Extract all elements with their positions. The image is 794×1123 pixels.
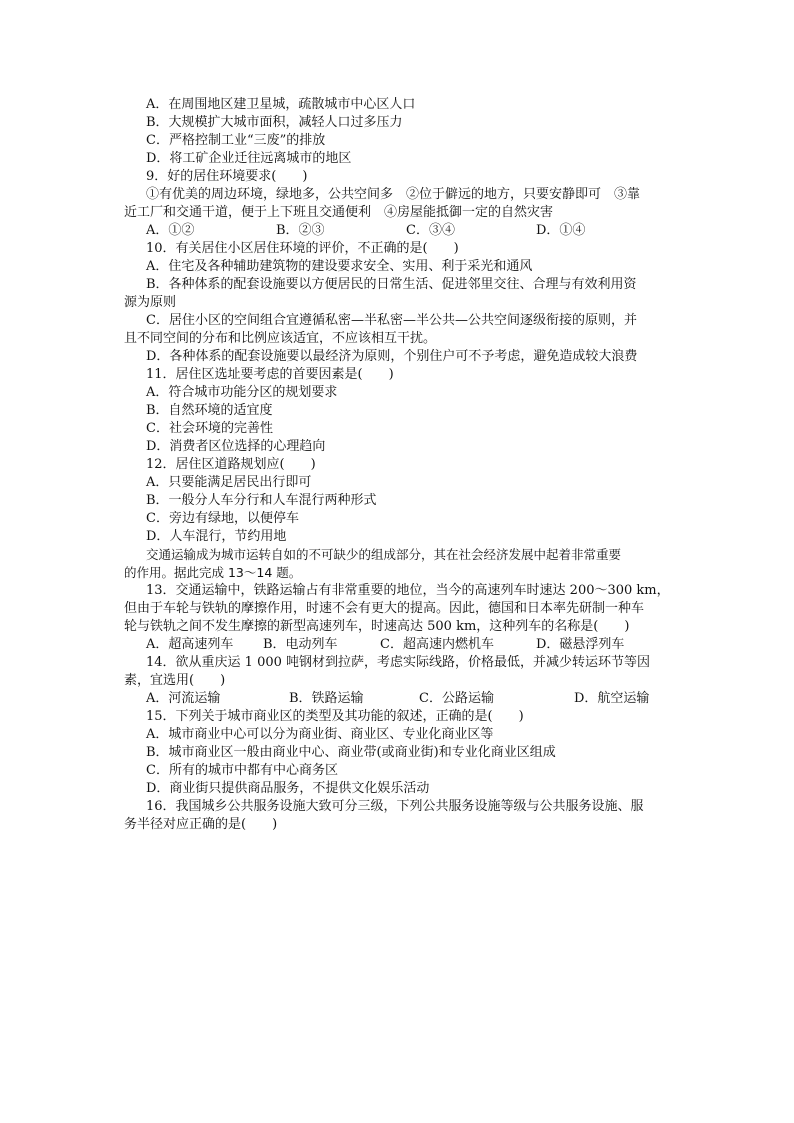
q13-stem-line2: 但由于车轮与铁轨的摩擦作用，时速不会有更大的提高。因此，德国和日本率先研制一种车 — [124, 601, 645, 616]
q10-option-c-line1: C．居住小区的空间组合宜遵循私密—半私密—半公共—公共空间逐级衔接的原则，并 — [146, 313, 637, 328]
q9-option-b: B．②③ — [276, 223, 325, 238]
q15-option-b: B．城市商业区一般由商业中心、商业带(或商业街)和专业化商业区组成 — [146, 745, 556, 760]
q9-stem: 9．好的居住环境要求( ) — [146, 169, 308, 184]
passage-intro-line1: 交通运输成为城市运转自如的不可缺少的组成部分，其在社会经济发展中起着非常重要 — [146, 547, 622, 562]
q11-option-c: C．社会环境的完善性 — [146, 421, 273, 436]
q14-option-c: C．公路运输 — [419, 691, 494, 706]
q13-option-a: A．超高速列车 — [146, 637, 234, 652]
q11-option-b: B．自然环境的适宜度 — [146, 403, 273, 418]
q10-option-a: A．住宅及各种辅助建筑物的建设要求安全、实用、利于采光和通风 — [146, 259, 533, 274]
q10-option-b-line1: B．各种体系的配套设施要以方便居民的日常生活、促进邻里交往、合理与有效利用资 — [146, 277, 637, 292]
q12-option-c: C．旁边有绿地，以便停车 — [146, 511, 299, 526]
q14-stem-line1: 14．欲从重庆运 1 000 吨钢材到拉萨，考虑实际线路，价格最低，并减少转运环节等因 — [146, 655, 651, 670]
q11-stem: 11．居住区选址要考虑的首要因素是( ) — [146, 367, 394, 382]
q13-option-b: B．电动列车 — [263, 637, 338, 652]
q14-option-a: A．河流运输 — [146, 691, 221, 706]
q9-options — [124, 222, 676, 240]
q10-stem: 10．有关居住小区居住环境的评价，不正确的是( ) — [146, 241, 459, 256]
q9-items-line2: 近工厂和交通干道，便于上下班且交通便利 ④房屋能抵御一定的自然灾害 — [124, 205, 554, 220]
q10-option-d: D．各种体系的配套设施要以最经济为原则，个别住户可不予考虑，避免造成较大浪费 — [146, 349, 638, 364]
q8-option-a: A．在周围地区建卫星城，疏散城市中心区人口 — [146, 97, 416, 112]
q13-option-d: D．磁悬浮列车 — [536, 637, 625, 652]
q14-options — [124, 690, 676, 708]
q12-stem: 12．居住区道路规划应( ) — [146, 457, 316, 472]
q13-options — [124, 636, 676, 654]
q13-stem-line3: 轮与铁轨之间不发生摩擦的新型高速列车，时速高达 500 km，这种列车的名称是( ) — [124, 619, 630, 634]
q15-option-c: C．所有的城市中都有中心商务区 — [146, 763, 338, 778]
q15-option-d: D．商业街只提供商品服务，不提供文化娱乐活动 — [146, 781, 430, 796]
question-content — [124, 96, 676, 834]
q8-option-d: D．将工矿企业迁往远离城市的地区 — [146, 151, 352, 166]
q14-option-b: B．铁路运输 — [289, 691, 364, 706]
q8-option-c: C．严格控制工业“三废”的排放 — [146, 133, 326, 148]
q9-items-line1: ①有优美的周边环境，绿地多，公共空间多 ②位于僻远的地方，只要安静即可 ③靠 — [146, 187, 641, 202]
q9-option-d: D．①④ — [536, 223, 586, 238]
q14-stem-line2: 素，宜选用( ) — [124, 673, 226, 688]
q9-option-a: A．①② — [146, 223, 195, 238]
q14-option-d: D．航空运输 — [574, 691, 650, 706]
q10-option-b-line2: 源为原则 — [124, 295, 177, 310]
passage-intro-line2: 的作用。据此完成 13～14 题。 — [124, 565, 302, 580]
q12-option-b: B．一般分人车分行和人车混行两种形式 — [146, 493, 377, 508]
q13-option-c: C．超高速内燃机车 — [380, 637, 494, 652]
q16-stem-line1: 16．我国城乡公共服务设施大致可分三级，下列公共服务设施等级与公共服务设施、服 — [146, 799, 644, 814]
q12-option-a: A．只要能满足居民出行即可 — [146, 475, 312, 490]
q16-stem-line2: 务半径对应正确的是( ) — [124, 817, 278, 832]
q13-stem-line1: 13．交通运输中，铁路运输占有非常重要的地位，当今的高速列车时速达 200～300 km， — [146, 583, 670, 598]
q9-option-c: C．③④ — [406, 223, 455, 238]
q15-option-a: A．城市商业中心可以分为商业街、商业区、专业化商业区等 — [146, 727, 494, 742]
q11-option-a: A．符合城市功能分区的规划要求 — [146, 385, 338, 400]
q15-stem: 15．下列关于城市商业区的类型及其功能的叙述，正确的是( ) — [146, 709, 524, 724]
q12-option-d: D．人车混行，节约用地 — [146, 529, 287, 544]
q8-option-b: B．大规模扩大城市面积，减轻人口过多压力 — [146, 115, 403, 130]
q11-option-d: D．消费者区位选择的心理趋向 — [146, 439, 326, 454]
q10-option-c-line2: 且不同空间的分布和比例应该适宜，不应该相互干扰。 — [124, 331, 437, 346]
